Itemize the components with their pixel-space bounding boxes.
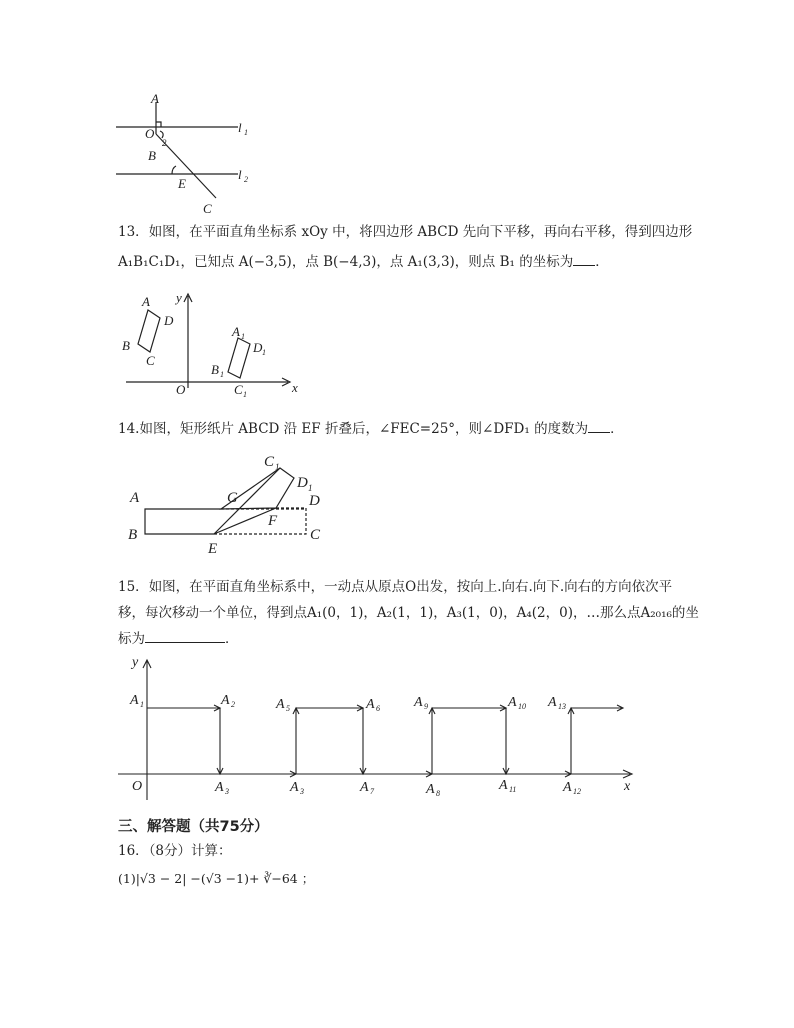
label-B: B [122,338,130,353]
label-A11: A [499,778,508,793]
label-C1-sub: 1 [275,462,280,472]
zigzag-path-figure [118,650,648,802]
label-A1-sub: 1 [241,332,245,341]
label-A3-second: A [290,780,299,795]
coordinate-translation-figure [118,288,308,400]
svg-text:13: 13 [558,702,566,711]
label-D1-sub: 1 [308,483,313,493]
question-15-number: 15． [118,579,149,595]
quadrilateral-abcd [138,310,160,352]
question-13-line2: A₁B₁C₁D₁，已知点 A(−3,5)，点 B(−4,3)，点 A₁(3,3)，则点 B₁ 的坐标为 ． [118,254,609,270]
answer-blank-15[interactable] [145,630,225,643]
svg-text:2: 2 [231,700,235,709]
svg-text:3: 3 [225,787,229,796]
label-E: E [208,541,218,557]
label-x: x [292,380,298,395]
svg-text:5: 5 [286,704,290,713]
question-13-line1: 13．如图，在平面直角坐标系 xOy 中，将四边形 ABCD 先向下平移，再向右平移，得到四边形 [118,224,693,240]
answer-blank-14[interactable] [588,420,610,433]
svg-text:1: 1 [140,700,144,709]
label-A9: A [414,695,423,710]
label-C1: C [234,382,243,397]
label-angle-2: 2 [162,138,167,148]
label-l1: l [238,120,242,135]
angle-arc-2 [160,131,163,138]
label-origin-O: O [176,382,186,397]
question-14-text: 14.如图，矩形纸片 ABCD 沿 EF 折叠后，∠FEC=25°，则∠DFD₁ 的度数为 ． [118,421,624,437]
label-A7: A [360,780,369,795]
label-y: y [132,655,139,670]
question-16-header: 16．（8分）计算： [118,843,232,859]
svg-text:8: 8 [436,789,440,798]
label-D: D [309,493,320,509]
svg-text:12: 12 [573,787,581,796]
svg-text:6: 6 [376,704,380,713]
label-B1: B [211,362,219,377]
question-14-number: 14. [118,421,140,437]
label-D1: D [253,340,263,355]
label-A3: A [215,780,224,795]
label-E: E [178,176,186,191]
label-B: B [148,148,156,163]
question-16-part1: (1)|√3 − 2| −(√3 −1)+ ∛−64 ； [118,871,315,886]
svg-text:11: 11 [509,785,517,794]
label-A: A [151,91,159,106]
quadrilateral-a1b1c1d1 [228,338,250,378]
folded-rectangle-figure [124,450,334,560]
question-16-part1-expression: |√3 − 2| −(√3 −1)+ ∛−64 ； [135,871,315,886]
question-16-number: 16． [118,843,149,859]
answer-blank-13[interactable] [573,253,595,266]
label-origin-O: O [132,779,143,794]
label-A8: A [426,782,435,797]
label-C: C [146,353,155,368]
right-angle-mark [156,122,161,127]
label-D1: D [297,475,308,491]
svg-text:7: 7 [370,787,374,796]
label-A: A [142,294,150,309]
label-A1: A [130,693,139,708]
label-x: x [624,779,631,794]
label-G: G [227,490,238,506]
question-15-line3: 标为 ． [118,631,239,647]
label-B1-sub: 1 [220,370,224,379]
label-D1-sub: 1 [262,348,266,357]
question-15-line2: 移，每次移动一个单位，得到点A₁(0，1)，A₂(1，1)，A₃(1，0)，A₄(2，0)，…那么点A₂₀₁₆的坐 [118,605,699,621]
label-B: B [128,527,138,543]
svg-text:3: 3 [300,787,304,796]
label-C: C [310,527,321,543]
label-A6: A [366,697,375,712]
label-F: F [268,513,278,529]
label-l1-sub: 1 [244,128,248,137]
label-A13: A [548,695,557,710]
label-A2: A [221,693,230,708]
rectangle-left-part [145,509,221,534]
section-3-title: 三、解答题（共75分） [118,819,269,835]
angle-arc-e [172,166,176,174]
label-C1: C [264,454,275,470]
label-y: y [176,290,182,305]
label-C1-sub: 1 [243,390,247,399]
label-l2: l [238,167,242,182]
svg-text:10: 10 [518,702,526,711]
label-D: D [164,313,174,328]
label-A: A [130,490,140,506]
fold-edge-ef [214,508,276,534]
svg-text:9: 9 [424,702,428,711]
question-15-line1: 15．如图，在平面直角坐标系中，一动点从原点O出发，按向上.向右.向下.向右的方向依次平 [118,579,673,595]
label-C: C [203,201,212,216]
question-13-number: 13． [118,224,149,240]
label-A10: A [508,695,517,710]
label-A5: A [276,697,285,712]
label-A1: A [232,324,240,339]
label-A12: A [563,780,572,795]
label-l2-sub: 2 [244,175,248,184]
label-O: O [145,126,155,141]
parallel-lines-figure [110,88,270,218]
